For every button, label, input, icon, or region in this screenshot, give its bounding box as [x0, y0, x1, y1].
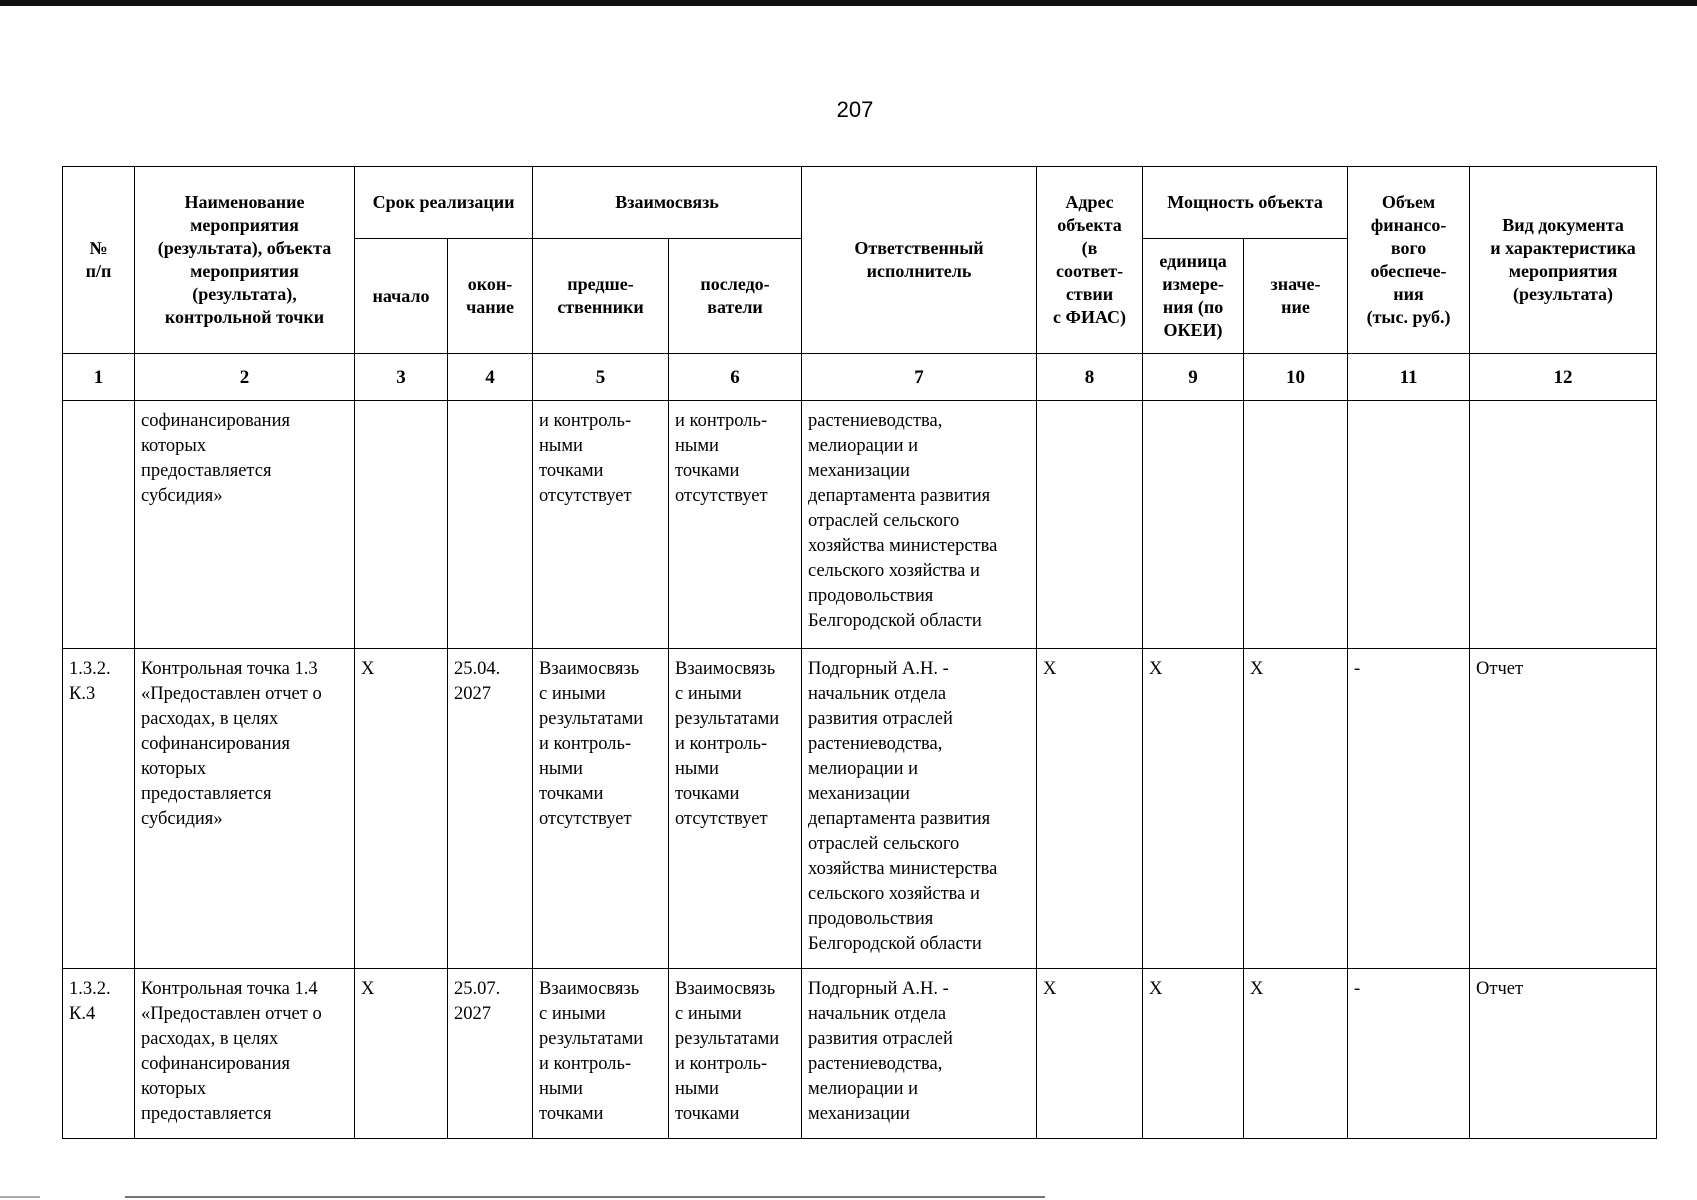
- header-term: Срок реализации: [355, 167, 533, 239]
- cell-start: [355, 401, 448, 649]
- cell-end: 25.07. 2027: [448, 969, 533, 1139]
- cell-start: Х: [355, 649, 448, 969]
- top-border-line: [0, 0, 1697, 6]
- page-number: 207: [836, 97, 874, 122]
- table-row: [63, 969, 1657, 1139]
- cell-value: [1244, 401, 1348, 649]
- column-number: 10: [1244, 354, 1348, 401]
- column-number: 12: [1470, 354, 1657, 401]
- column-number: 5: [533, 354, 669, 401]
- cell-address: [1037, 401, 1143, 649]
- cell-unit: Х: [1143, 969, 1244, 1139]
- cell-value: Х: [1244, 649, 1348, 969]
- table-row: [63, 649, 1657, 969]
- cell-unit: Х: [1143, 649, 1244, 969]
- cell-start: Х: [355, 969, 448, 1139]
- column-number: 1: [63, 354, 135, 401]
- bottom-scan-line: [125, 1196, 1045, 1198]
- cell-prev: Взаимосвязь с иными результатами и контроль- ными точками отсутствует: [533, 649, 669, 969]
- header-link-prev: предше- ственники: [533, 239, 669, 354]
- cell-doc: Отчет: [1470, 969, 1657, 1139]
- column-number: 7: [802, 354, 1037, 401]
- cell-doc: Отчет: [1470, 649, 1657, 969]
- cell-address: Х: [1037, 649, 1143, 969]
- cell-end: [448, 401, 533, 649]
- header-capacity-unit: единица измере- ния (по ОКЕИ): [1143, 239, 1244, 354]
- cell-next: и контроль- ными точками отсутствует: [669, 401, 802, 649]
- cell-name: Контрольная точка 1.3 «Предоставлен отчет о расходах, в целях софинансирования которых предоставляется субсидия»: [135, 649, 355, 969]
- cell-num: [63, 401, 135, 649]
- column-number: 4: [448, 354, 533, 401]
- cell-funding: [1348, 401, 1470, 649]
- cell-value: Х: [1244, 969, 1348, 1139]
- cell-end: 25.04. 2027: [448, 649, 533, 969]
- cell-next: Взаимосвязь с иными результатами и контроль- ными точками отсутствует: [669, 649, 802, 969]
- column-number: 11: [1348, 354, 1470, 401]
- cell-executor: Подгорный А.Н. - начальник отдела развития отраслей растениеводства, мелиорации и механизации департамента развития отраслей сельского хозяйства министерства сельского хозяйства и продовольствия Белгородской области: [802, 649, 1037, 969]
- header-num: № п/п: [63, 167, 135, 354]
- cell-doc: [1470, 401, 1657, 649]
- cell-prev: Взаимосвязь с иными результатами и контроль- ными точками: [533, 969, 669, 1139]
- header-term-end: окон- чание: [448, 239, 533, 354]
- cell-executor: растениеводства, мелиорации и механизации департамента развития отраслей сельского хозяйства министерства сельского хозяйства и продовольствия Белгородской области: [802, 401, 1037, 649]
- column-number: 8: [1037, 354, 1143, 401]
- header-term-start: начало: [355, 239, 448, 354]
- cell-num: 1.3.2. К.4: [63, 969, 135, 1139]
- header-link: Взаимосвязь: [533, 167, 802, 239]
- cell-next: Взаимосвязь с иными результатами и контроль- ными точками: [669, 969, 802, 1139]
- header-funding: Объем финансо- вого обеспече- ния (тыс. руб.): [1348, 167, 1470, 354]
- cell-funding: -: [1348, 969, 1470, 1139]
- header-capacity: Мощность объекта: [1143, 167, 1348, 239]
- header-capacity-value: значе- ние: [1244, 239, 1348, 354]
- table-row: [63, 401, 1657, 649]
- activity-table: [62, 166, 1657, 1139]
- header-link-next: последо- ватели: [669, 239, 802, 354]
- cell-prev: и контроль- ными точками отсутствует: [533, 401, 669, 649]
- header-name: Наименование мероприятия (результата), объекта мероприятия (результата), контрольной точки: [135, 167, 355, 354]
- column-number: 3: [355, 354, 448, 401]
- cell-address: Х: [1037, 969, 1143, 1139]
- cell-unit: [1143, 401, 1244, 649]
- column-number: 2: [135, 354, 355, 401]
- bottom-scan-line: [0, 1196, 40, 1198]
- header-address: Адрес объекта (в соответ- ствии с ФИАС): [1037, 167, 1143, 354]
- header-doc-type: Вид документа и характеристика мероприятия (результата): [1470, 167, 1657, 354]
- cell-num: 1.3.2. К.3: [63, 649, 135, 969]
- cell-name: софинансирования которых предоставляется субсидия»: [135, 401, 355, 649]
- cell-name: Контрольная точка 1.4 «Предоставлен отчет о расходах, в целях софинансирования которых предоставляется: [135, 969, 355, 1139]
- header-executor: Ответственный исполнитель: [802, 167, 1037, 354]
- cell-executor: Подгорный А.Н. - начальник отдела развития отраслей растениеводства, мелиорации и механизации: [802, 969, 1037, 1139]
- column-number: 9: [1143, 354, 1244, 401]
- column-number: 6: [669, 354, 802, 401]
- cell-funding: -: [1348, 649, 1470, 969]
